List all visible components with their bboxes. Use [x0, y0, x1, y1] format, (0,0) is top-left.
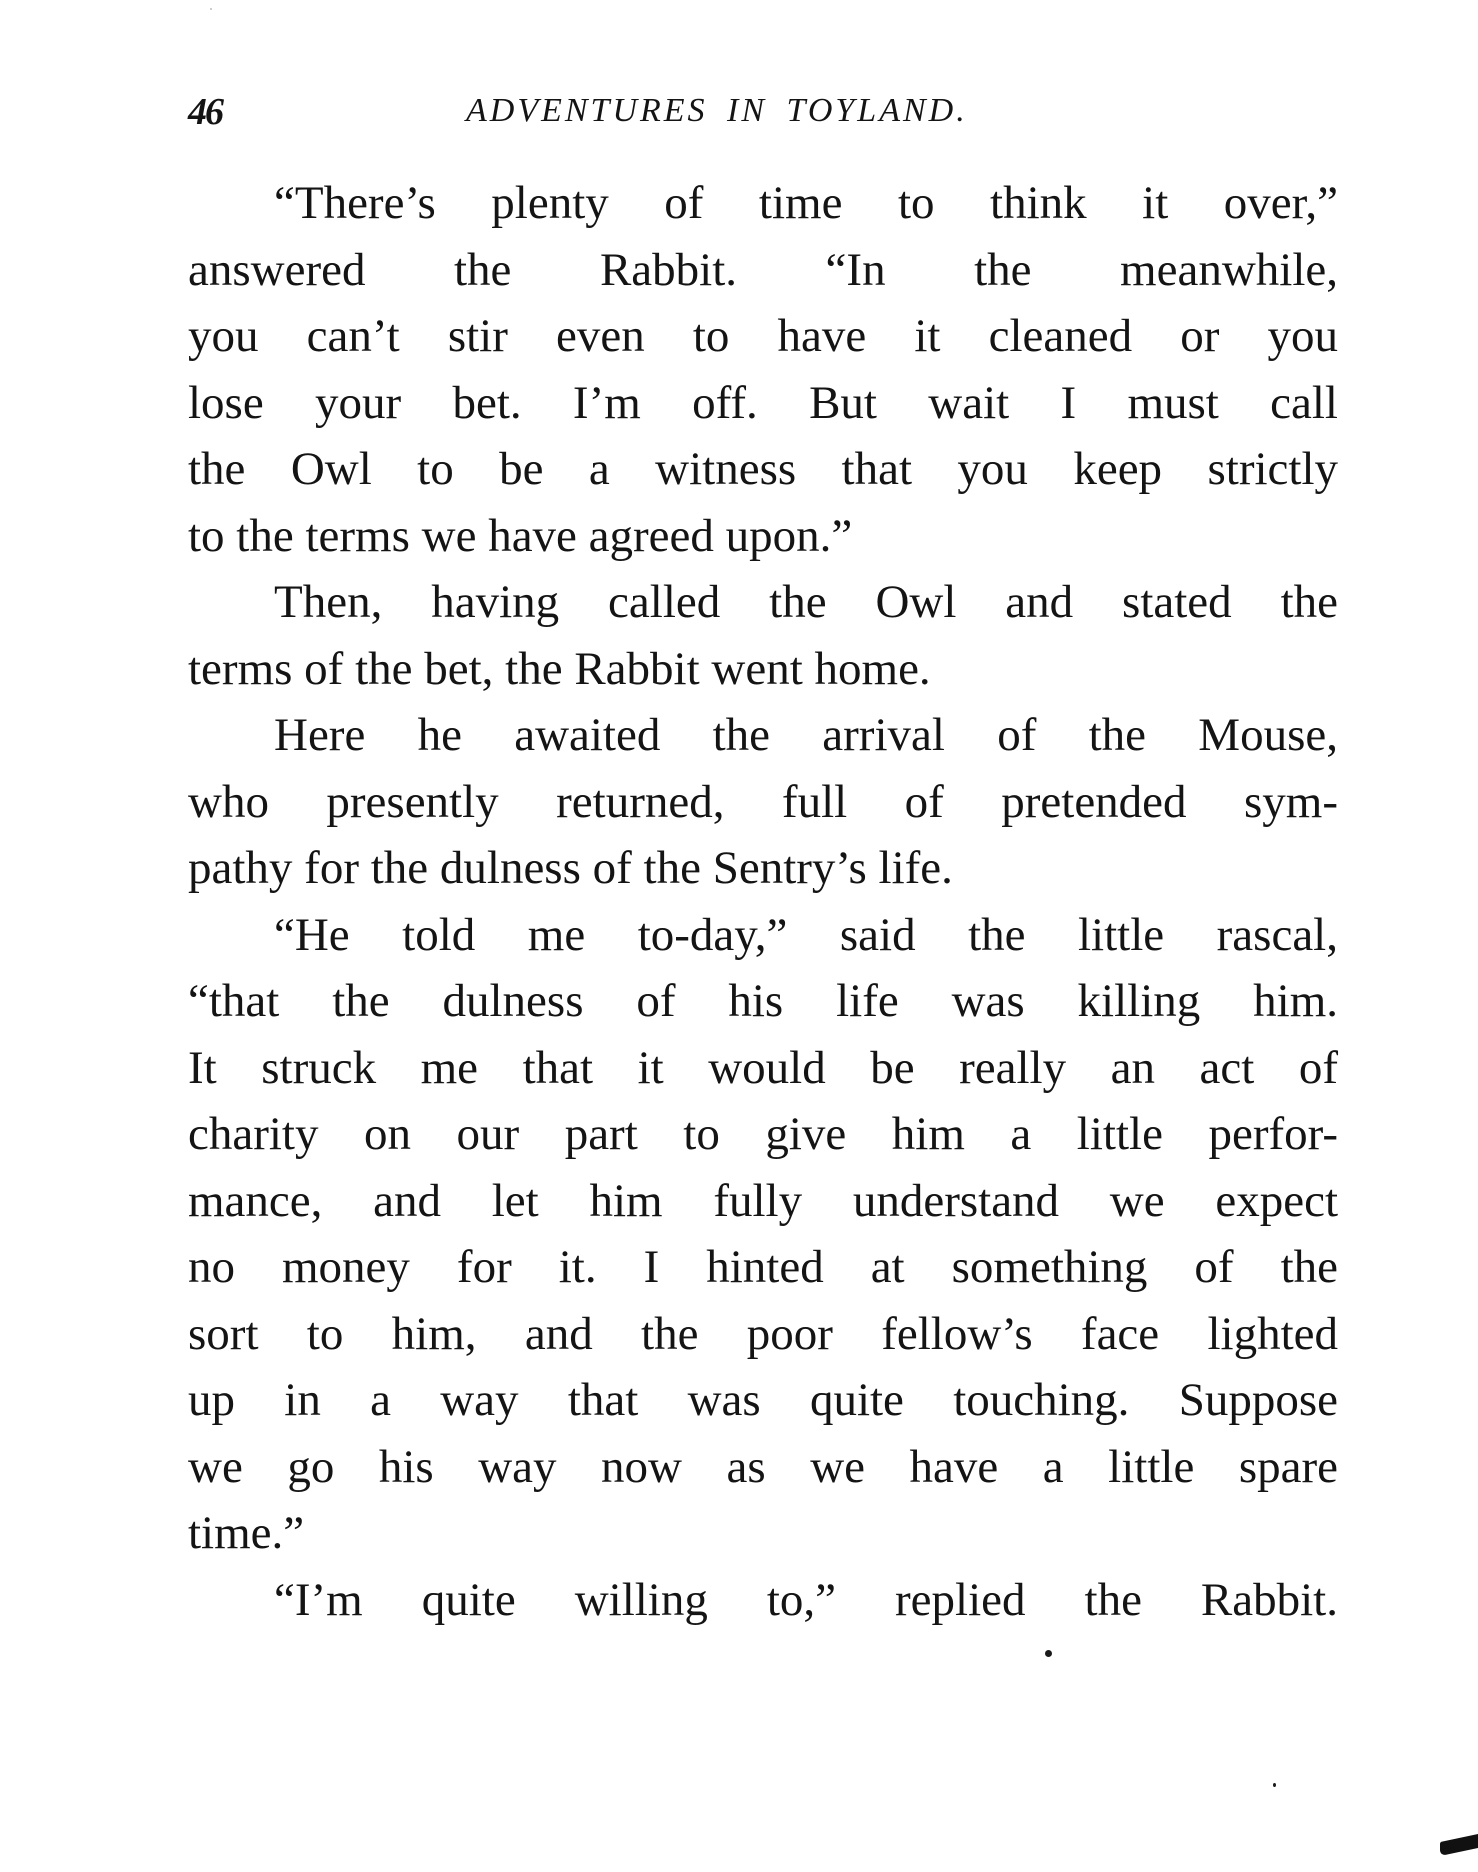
running-head: [188, 84, 1338, 144]
text-line: answered the Rabbit. “In the meanwhile,: [188, 243, 1338, 296]
text-line: to the terms we have agreed upon.”: [188, 509, 853, 562]
text-line: “He told me to-day,” said the little rascal,: [274, 908, 1338, 961]
ink-speck: [1045, 1650, 1052, 1657]
text-line: you can’t stir even to have it cleaned or you: [188, 310, 1338, 362]
text-line: charity on our part to give him a little perfor-: [188, 1108, 1338, 1160]
ink-speck: [1273, 1783, 1276, 1787]
text-line: pathy for the dulness of the Sentry’s life.: [188, 842, 953, 894]
text-line: sort to him, and the poor fellow’s face lighted: [188, 1307, 1338, 1360]
text-line: “There’s plenty of time to think it over,”: [274, 177, 1338, 229]
text-line: no money for it. I hinted at something of the: [188, 1241, 1338, 1293]
text-line: time.”: [188, 1507, 305, 1559]
text-line: “that the dulness of his life was killing him.: [188, 975, 1338, 1027]
text-line: up in a way that was quite touching. Suppose: [188, 1374, 1338, 1426]
text-line: Then, having called the Owl and stated the: [274, 576, 1338, 628]
text-line: terms of the bet, the Rabbit went home.: [188, 642, 931, 695]
text-line: It struck me that it would be really an act of: [188, 1041, 1338, 1094]
body-text: [188, 170, 1338, 1633]
text-line: mance, and let him fully understand we expect: [188, 1174, 1338, 1227]
text-line: the Owl to be a witness that you keep strictly: [188, 443, 1338, 495]
text-line: “I’m quite willing to,” replied the Rabbit.: [274, 1573, 1338, 1626]
text-line: Here he awaited the arrival of the Mouse,: [274, 709, 1338, 761]
text-line: lose your bet. I’m off. But wait I must call: [188, 376, 1338, 429]
page-number: 46: [188, 91, 222, 133]
text-line: who presently returned, full of pretended sym-: [188, 775, 1338, 828]
ink-speck: [210, 8, 212, 10]
running-title: ADVENTURES IN TOYLAND.: [466, 92, 968, 129]
text-line: we go his way now as we have a little spare: [188, 1440, 1338, 1493]
page-edge-mark: [1440, 1834, 1478, 1856]
